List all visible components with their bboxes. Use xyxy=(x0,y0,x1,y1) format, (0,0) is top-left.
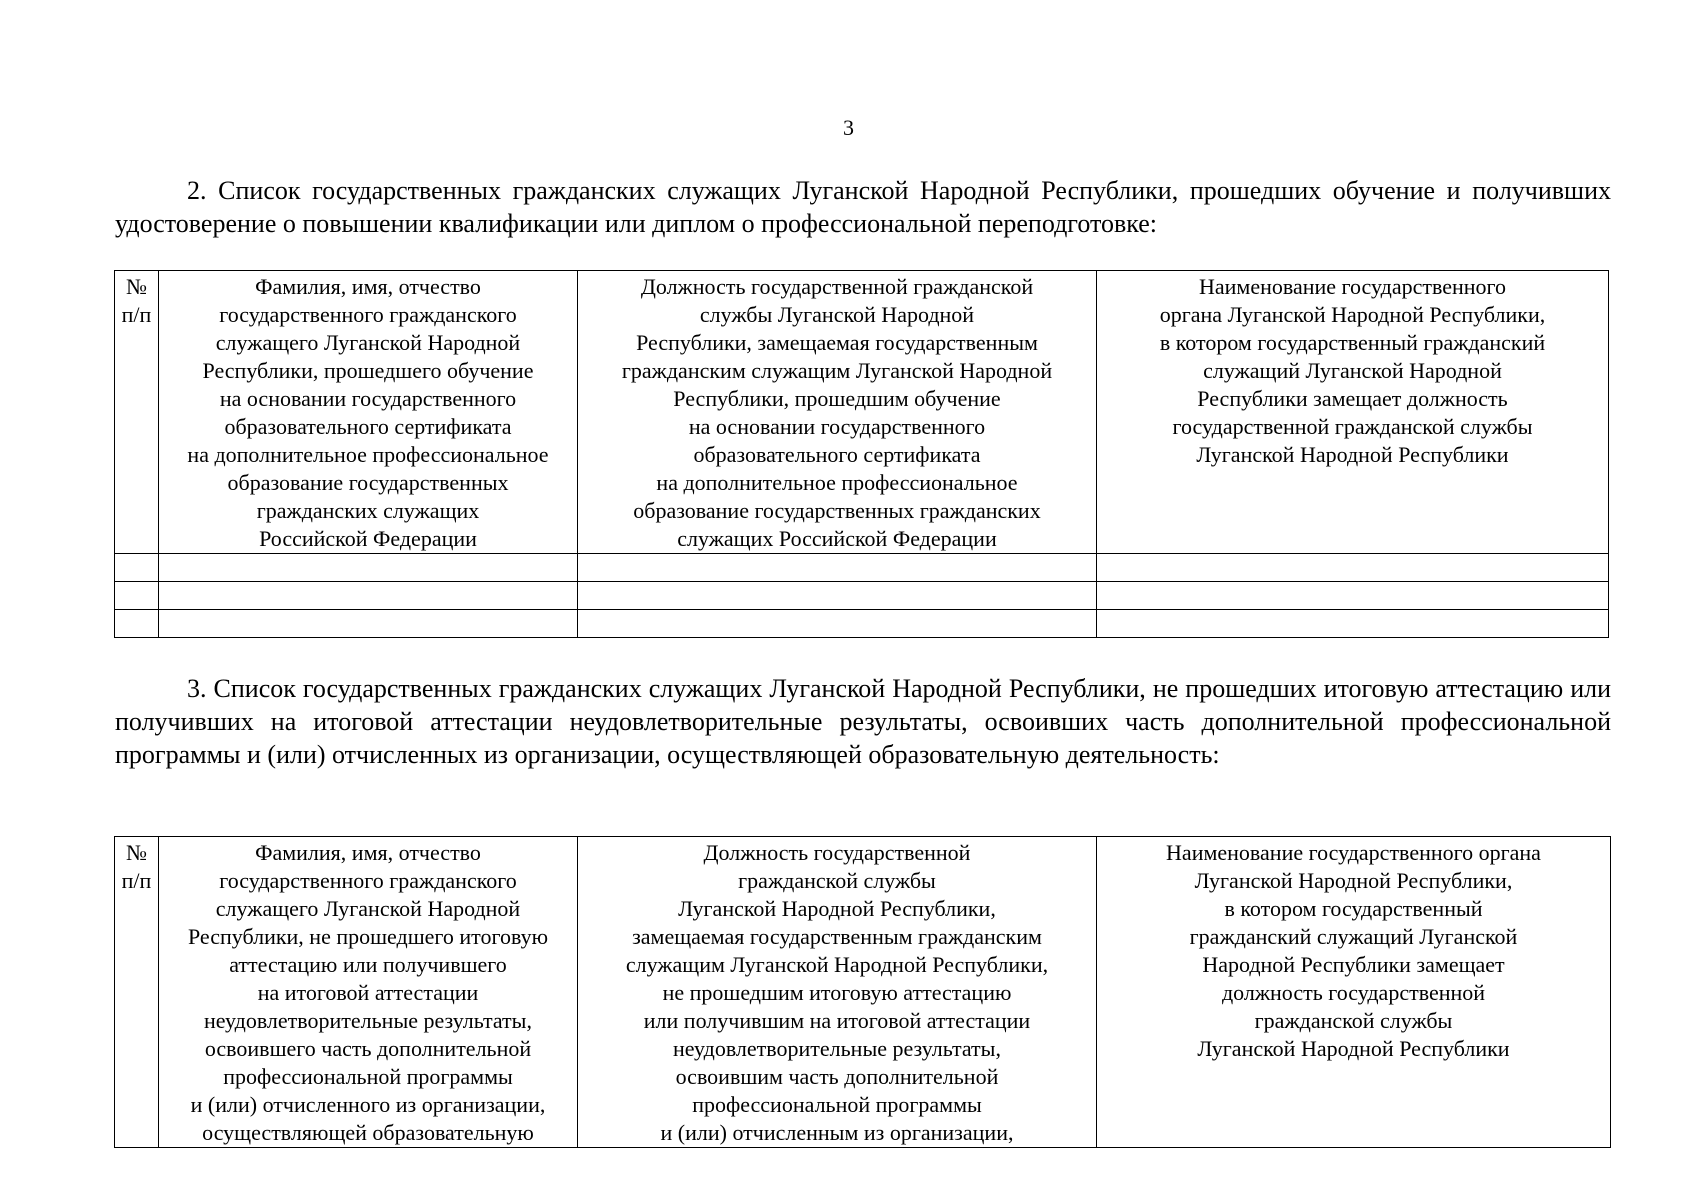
table-cell xyxy=(578,610,1097,638)
table-cell xyxy=(159,554,578,582)
table-cell xyxy=(115,554,159,582)
header-position: Должность государственной гражданской службы Луганской Народной Республики, замещаемая государственным гражданским служащим Луганской Народной Республики, прошедшим обучение на основании государственного образовательного сертификата на дополнительное профессиональное образование государственных гражданских служащих Российской Федерации xyxy=(578,271,1097,554)
table-header-row xyxy=(115,837,1611,1148)
table-cell xyxy=(115,610,159,638)
table-row xyxy=(115,610,1609,638)
header-number: № п/п xyxy=(115,271,159,554)
section-3-paragraph: 3. Список государственных гражданских служащих Луганской Народной Республики, не прошедших итоговую аттестацию или получивших на итоговой аттестации неудовлетворительные результаты, освоивших часть дополнительной профессиональной программы и (или) отчисленных из организации, осуществляющей образовательную деятельность: xyxy=(115,674,1611,769)
table-header-row xyxy=(115,271,1609,554)
section-2-table xyxy=(114,270,1609,638)
header-organization: Наименование государственного органа Луганской Народной Республики, в котором государственный гражданский служащий Луганской Народной Республики замещает должность государственной гражданской службы Луганской Народной Республики xyxy=(1097,837,1611,1148)
header-organization: Наименование государственного органа Луганской Народной Республики, в котором государственный гражданский служащий Луганской Народной Республики замещает должность государственной гражданской службы Луганской Народной Республики xyxy=(1097,271,1609,554)
table-cell xyxy=(1097,554,1609,582)
table-row xyxy=(115,554,1609,582)
table-cell xyxy=(1097,610,1609,638)
table-row xyxy=(115,582,1609,610)
section-3-table xyxy=(114,836,1611,1148)
table-cell xyxy=(1097,582,1609,610)
header-position: Должность государственной гражданской службы Луганской Народной Республики, замещаемая государственным гражданским служащим Луганской Народной Республики, не прошедшим итоговую аттестацию или получившим на итоговой аттестации неудовлетворительные результаты, освоившим часть дополнительной профессиональной программы и (или) отчисленным из организации, xyxy=(578,837,1097,1148)
table-cell xyxy=(115,582,159,610)
header-full-name: Фамилия, имя, отчество государственного гражданского служащего Луганской Народной Республики, прошедшего обучение на основании государственного образовательного сертификата на дополнительное профессиональное образование государственных гражданских служащих Российской Федерации xyxy=(159,271,578,554)
page-number: 3 xyxy=(843,115,854,140)
header-number: № п/п xyxy=(115,837,159,1148)
section-2-paragraph: 2. Список государственных гражданских служащих Луганской Народной Республики, прошедших обучение и получивших удостоверение о повышении квалификации или диплом о профессиональной переподготовке: xyxy=(115,176,1611,238)
table-cell xyxy=(578,582,1097,610)
header-full-name: Фамилия, имя, отчество государственного гражданского служащего Луганской Народной Республики, не прошедшего итоговую аттестацию или получившего на итоговой аттестации неудовлетворительные результаты, освоившего часть дополнительной профессиональной программы и (или) отчисленного из организации, осуществляющей образовательную xyxy=(159,837,578,1148)
table-cell xyxy=(159,610,578,638)
table-cell xyxy=(159,582,578,610)
table-cell xyxy=(578,554,1097,582)
